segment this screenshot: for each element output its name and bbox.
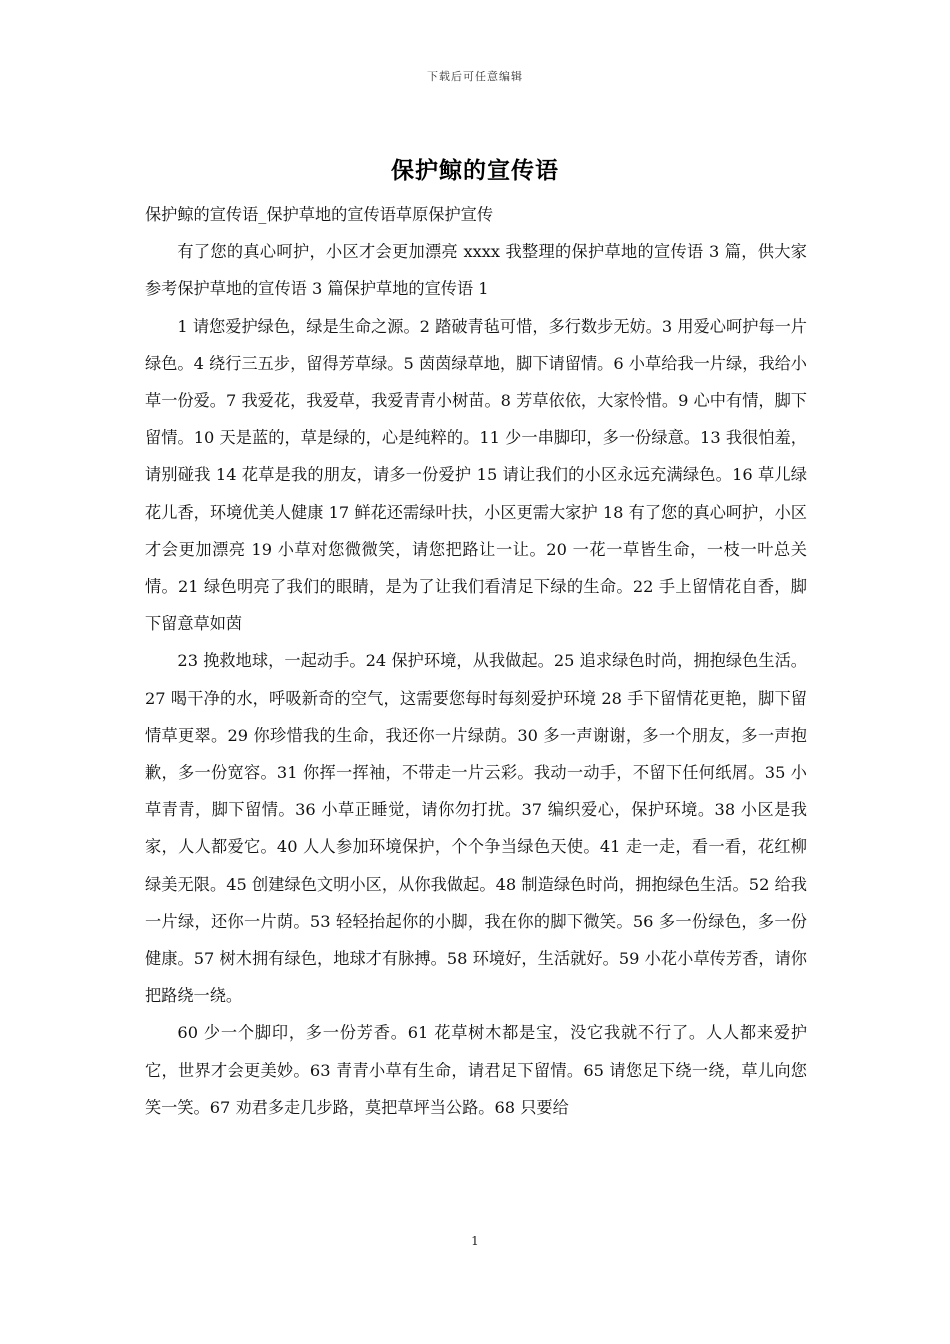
document-body — [145, 196, 807, 1126]
paragraph-slogans-3: 60 少一个脚印，多一份芳香。61 花草树木都是宝，没它我就不行了。人人都来爱护它，世界才会更美妙。63 青青小草有生命，请君足下留情。65 请您足下绕一绕，草儿向您笑一笑。67 劝君多走几步路，莫把草坪当公路。68 只要给 — [145, 1023, 807, 1117]
document-title: 保护鲸的宣传语 — [391, 157, 559, 184]
paragraph-slogans-2: 23 挽救地球，一起动手。24 保护环境，从我做起。25 追求绿色时尚，拥抱绿色生活。27 喝干净的水，呼吸新奇的空气，这需要您每时每刻爱护环境 28 手下留情花更艳，脚下留情草更翠。29 你珍惜我的生命，我还你一片绿荫。30 多一声谢谢，多一个朋友，多一声抱歉，多一份宽容。31 你挥一挥袖，不带走一片云彩。我动一动手，不留下任何纸屑。35 小草青青，脚下留情。36 小草正睡觉，请你勿打扰。37 编织爱心，保护环境。38 小区是我家，人人都爱它。40 人人参加环境保护，个个争当绿色天使。41 走一走，看一看，花红柳绿美无限。45 创建绿色文明小区，从你我做起。48 制造绿色时尚，拥抱绿色生活。52 给我一片绿，还你一片荫。53 轻轻抬起你的小脚，我在你的脚下微笑。56 多一份绿色，多一份健康。57 树木拥有绿色，地球才有脉搏。58 环境好，生活就好。59 小花小草传芳香，请你把路绕一绕。 — [145, 651, 807, 1006]
paragraph-slogans-1: 1 请您爱护绿色，绿是生命之源。2 踏破青毡可惜，多行数步无妨。3 用爱心呵护每一片绿色。4 绕行三五步，留得芳草绿。5 茵茵绿草地，脚下请留情。6 小草给我一片绿，我给小草一份爱。7 我爱花，我爱草，我爱青青小树苗。8 芳草依依，大家怜惜。9 心中有情，脚下留情。10 天是蓝的，草是绿的，心是纯粹的。11 少一串脚印，多一份绿意。13 我很怕羞，请别碰我 14 花草是我的朋友，请多一份爱护 15 请让我们的小区永远充满绿色。16 草儿绿花儿香，环境优美人健康 17 鲜花还需绿叶扶，小区更需大家护 18 有了您的真心呵护，小区才会更加漂亮 19 小草对您微微笑，请您把路让一让。20 一花一草皆生命，一枝一叶总关情。21 绿色明亮了我们的眼睛，是为了让我们看清足下绿的生命。22 手上留情花自香，脚下留意草如茵 — [145, 316, 807, 634]
page-number: 1 — [471, 1234, 479, 1248]
document-subtitle: 保护鲸的宣传语_保护草地的宣传语草原保护宣传 — [145, 205, 494, 224]
paragraph-intro: 有了您的真心呵护，小区才会更加漂亮 xxxx 我整理的保护草地的宣传语 3 篇，供大家参考保护草地的宣传语 3 篇保护草地的宣传语 1 — [145, 242, 807, 299]
page-header: 下载后可任意编辑 — [427, 70, 523, 83]
